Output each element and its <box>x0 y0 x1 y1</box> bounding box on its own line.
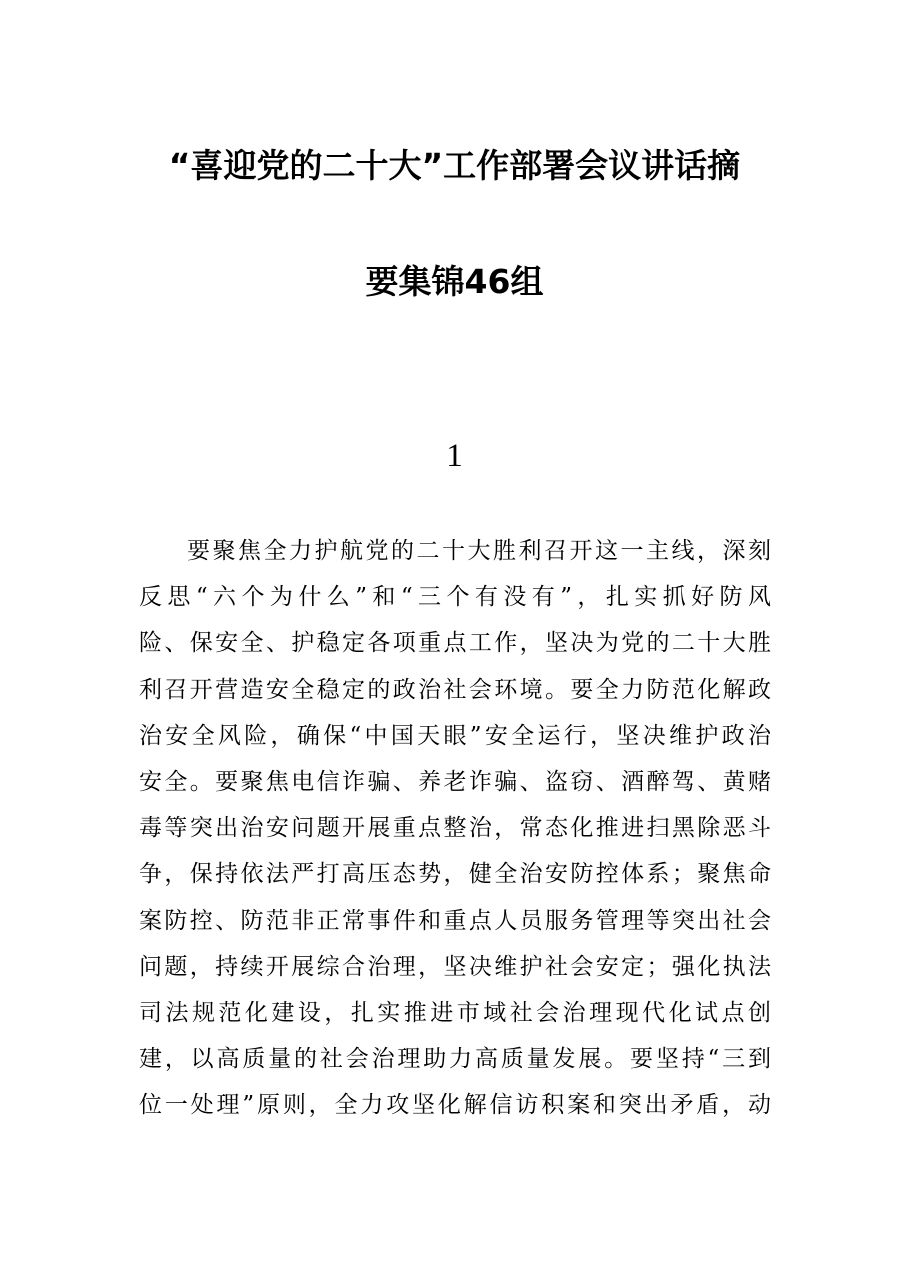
paragraph-line: 争，保持依法严打高压态势，健全治安防控体系；聚焦命 <box>139 861 771 888</box>
paragraph-line: 安全。要聚焦电信诈骗、养老诈骗、盗窃、酒醉驾、黄赌 <box>139 768 771 795</box>
paragraph-line: 治安全风险，确保“中国天眼”安全运行，坚决维护政治 <box>139 722 771 749</box>
document-title-line-1: “喜迎党的二十大”工作部署会议讲话摘 <box>168 146 741 185</box>
section-number: 1 <box>446 438 463 474</box>
paragraph-line: 毒等突出治安问题开展重点整治，常态化推进扫黑除恶斗 <box>139 815 771 842</box>
paragraph-line: 要聚焦全力护航党的二十大胜利召开这一主线，深刻 <box>187 538 771 564</box>
paragraph-line: 问题，持续开展综合治理，坚决维护社会安定；强化执法 <box>139 953 771 980</box>
paragraph-line: 建，以高质量的社会治理助力高质量发展。要坚持“三到 <box>139 1046 771 1073</box>
paragraph-line: 反思“六个为什么”和“三个有没有”，扎实抓好防风 <box>139 584 771 611</box>
paragraph-line: 利召开营造安全稳定的政治社会环境。要全力防范化解政 <box>139 676 771 703</box>
body-paragraph <box>139 533 771 1133</box>
paragraph-line: 险、保安全、护稳定各项重点工作，坚决为党的二十大胜 <box>139 630 771 657</box>
document-title-line-2: 要集锦46组 <box>365 262 544 301</box>
paragraph-line: 案防控、防范非正常事件和重点人员服务管理等突出社会 <box>139 907 771 934</box>
paragraph-line: 司法规范化建设，扎实推进市域社会治理现代化试点创 <box>139 999 771 1026</box>
paragraph-line: 位一处理”原则，全力攻坚化解信访积案和突出矛盾，动 <box>139 1092 771 1119</box>
